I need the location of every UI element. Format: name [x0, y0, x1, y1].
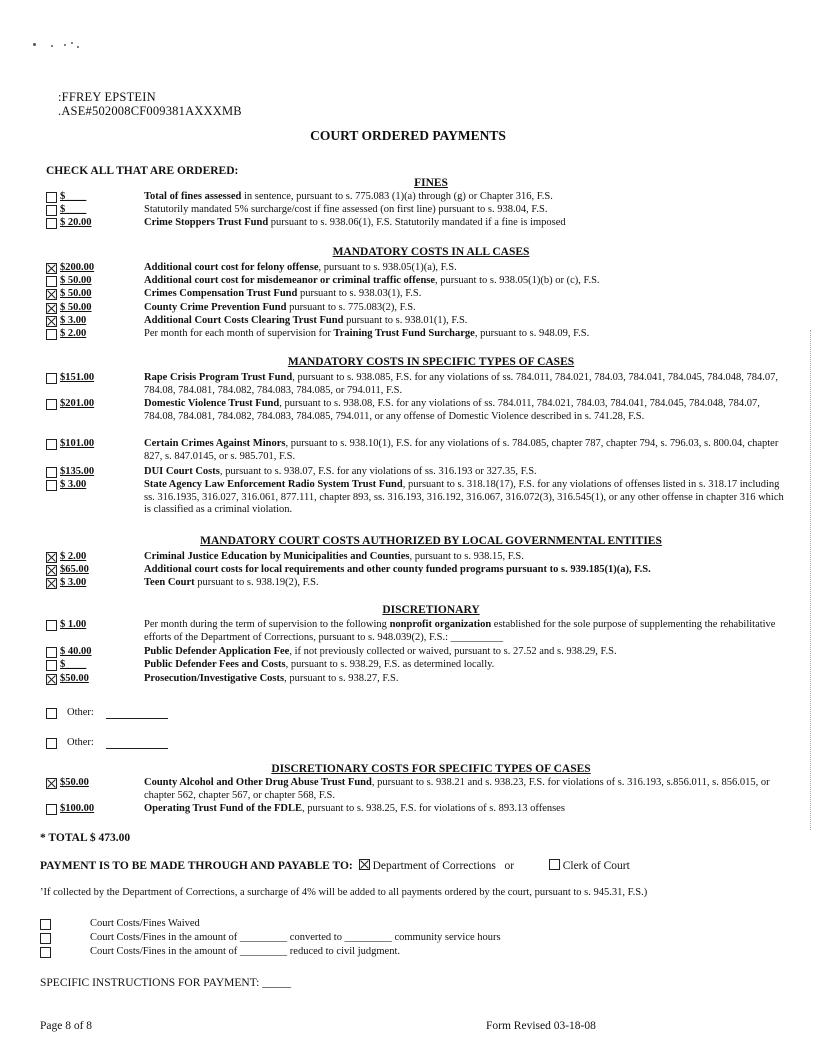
amount: $ 40.00	[60, 646, 92, 657]
amount: $ 3.00	[60, 479, 87, 490]
amount: $ 50.00	[60, 288, 92, 299]
page-number: Page 8 of 8	[40, 1020, 93, 1032]
checkbox[interactable]	[46, 480, 57, 491]
section-mandatory-all: MANDATORY COSTS IN ALL CASES	[332, 246, 530, 258]
waiver-label: Court Costs/Fines Waived	[90, 918, 200, 929]
amount: $ 20.00	[60, 217, 92, 228]
section-disc-specific: DISCRETIONARY COSTS FOR SPECIFIC TYPES OF CASES	[271, 763, 591, 775]
checkbox[interactable]	[40, 933, 51, 944]
checkbox[interactable]	[40, 919, 51, 930]
checkbox-checked[interactable]	[46, 316, 57, 327]
checkbox[interactable]	[46, 804, 57, 815]
amount: $ 2.00	[60, 551, 87, 562]
amount: $135.00	[60, 466, 95, 477]
amount: $ 50.00	[60, 275, 92, 286]
checkbox[interactable]	[46, 276, 57, 287]
description: State Agency Law Enforcement Radio System Trust Fund, pursuant to s. 318.18(17), F.S. for any violations of offenses listed in s. 318.17 including ss. 316.1935, 316.027, 316.061, 877.111, chapter 893, ss. 316.193, 316.192, 316.067, 316.072(3), 316.545(1), or any other offense in chapter 316 which is classified as a criminal violation.	[144, 479, 784, 515]
specific-instructions: SPECIFIC INSTRUCTIONS FOR PAYMENT: _____	[40, 977, 291, 989]
checkbox-checked[interactable]	[46, 674, 57, 685]
checkbox-checked[interactable]	[46, 565, 57, 576]
checkbox[interactable]	[46, 218, 57, 229]
amount: $50.00	[60, 777, 89, 788]
amount: $ 3.00	[60, 577, 87, 588]
amount: $____	[60, 191, 87, 202]
payable-to	[40, 859, 630, 872]
payable-label: PAYMENT IS TO BE MADE THROUGH AND PAYABLE TO:	[40, 860, 353, 872]
description: Certain Crimes Against Minors, pursuant to s. 938.10(1), F.S. for any violations of s. 784.085, chapter 787, chapter 794, s. 796.03, s. 800.04, chapter 827, s. 847.0145, or s. 985.701, F.S.	[144, 438, 779, 462]
checkbox[interactable]	[46, 660, 57, 671]
section-mandatory-specific: MANDATORY COSTS IN SPECIFIC TYPES OF CASES	[287, 356, 575, 368]
payable-doc: Department of Corrections	[372, 860, 496, 872]
checkbox-checked[interactable]	[46, 778, 57, 789]
amount: $50.00	[60, 673, 89, 684]
description: Statutorily mandated 5% surcharge/cost if fine assessed (on first line) pursuant to s. 938.04, F.S.	[144, 204, 548, 215]
description: DUI Court Costs, pursuant to s. 938.07, F.S. for any violations of ss. 316.193 or 327.35, F.S.	[144, 466, 537, 477]
defendant-name: :FFREY EPSTEIN	[58, 90, 156, 104]
description: County Crime Prevention Fund pursuant to s. 775.083(2), F.S.	[144, 302, 416, 313]
total-amount: * TOTAL $ 473.00	[40, 832, 131, 844]
amount: $ 3.00	[60, 315, 87, 326]
checkbox[interactable]	[40, 947, 51, 958]
checkbox[interactable]	[46, 467, 57, 478]
check-all-instruction: CHECK ALL THAT ARE ORDERED:	[46, 165, 239, 177]
description: Crimes Compensation Trust Fund pursuant to s. 938.03(1), F.S.	[144, 288, 422, 299]
amount: $ 1.00	[60, 619, 87, 630]
checkbox[interactable]	[46, 439, 57, 450]
amount: $____	[60, 204, 87, 215]
waiver-label: Court Costs/Fines in the amount of _________ converted to _________ community service hours	[90, 932, 501, 943]
page-title: COURT ORDERED PAYMENTS	[310, 128, 506, 143]
amount: $____	[60, 659, 87, 670]
case-number: .ASE#502008CF009381AXXXMB	[58, 104, 242, 118]
waiver-label: Court Costs/Fines in the amount of _________ reduced to civil judgment.	[90, 946, 401, 957]
checkbox-checked[interactable]	[46, 303, 57, 314]
description: Additional court cost for misdemeanor or criminal traffic offense, pursuant to s. 938.05(1)(b) or (c), F.S.	[144, 275, 600, 286]
amount: $200.00	[60, 262, 95, 273]
description: Additional Court Costs Clearing Trust Fund pursuant to s. 938.01(1), F.S.	[144, 315, 468, 326]
section-fines: FINES	[414, 177, 448, 189]
surcharge-note: ’If collected by the Department of Corrections, a surcharge of 4% will be added to all payments ordered by the court, pursuant to s. 945.31, F.S.)	[40, 887, 648, 898]
amount: $ 50.00	[60, 302, 92, 313]
other-blank[interactable]	[106, 748, 168, 749]
amount: $100.00	[60, 803, 95, 814]
payable-clerk: Clerk of Court	[562, 860, 630, 872]
section-local: MANDATORY COURT COSTS AUTHORIZED BY LOCAL GOVERNMENTAL ENTITIES	[200, 535, 662, 547]
description: Teen Court pursuant to s. 938.19(2), F.S.	[144, 577, 319, 588]
checkbox[interactable]	[46, 205, 57, 216]
checkbox-checked[interactable]	[359, 859, 370, 870]
description: Public Defender Fees and Costs, pursuant to s. 938.29, F.S. as determined locally.	[144, 659, 495, 670]
checkbox[interactable]	[46, 620, 57, 631]
description: County Alcohol and Other Drug Abuse Trust Fund, pursuant to s. 938.21 and s. 938.23, F.S. for violations of s. 316.193, s.856.011, s. 856.015, or chapter 562, chapter 567, or chapter 568, F.S.	[144, 777, 770, 801]
checkbox[interactable]	[46, 399, 57, 410]
other-label: Other:	[67, 707, 94, 718]
checkbox[interactable]	[46, 647, 57, 658]
checkbox[interactable]	[46, 373, 57, 384]
amount: $ 2.00	[60, 328, 87, 339]
description: Prosecution/Investigative Costs, pursuant to s. 938.27, F.S.	[144, 673, 399, 684]
amount: $201.00	[60, 398, 95, 409]
description: Rape Crisis Program Trust Fund, pursuant to s. 938.085, F.S. for any violations of ss. 784.011, 784.021, 784.03, 784.041, 784.045, 784.048, 784.07, 784.08, 784.081, 784.082, 784.083, 784.085, or 794.011, F.S.	[144, 372, 779, 396]
checkbox[interactable]	[46, 708, 57, 719]
checkbox[interactable]	[549, 859, 560, 870]
other-label: Other:	[67, 737, 94, 748]
form-revision: Form Revised 03-18-08	[486, 1020, 596, 1032]
description: Total of fines assessed in sentence, pursuant to s. 775.083 (1)(a) through (g) or Chapter 316, F.S.	[144, 191, 553, 202]
section-discretionary: DISCRETIONARY	[382, 604, 480, 616]
description: Additional court cost for felony offense, pursuant to s. 938.05(1)(a), F.S.	[144, 262, 457, 273]
other-blank[interactable]	[106, 718, 168, 719]
checkbox-checked[interactable]	[46, 289, 57, 300]
description: Per month during the term of supervision to the following nonprofit organization established for the sole purpose of supplementing the rehabilitative efforts of the Department of Corrections, pursuant to s. 948.039(2), F.S.: __________	[144, 619, 776, 643]
checkbox-checked[interactable]	[46, 578, 57, 589]
description: Operating Trust Fund of the FDLE, pursuant to s. 938.25, F.S. for violations of s. 893.13 offenses	[144, 803, 565, 814]
checkbox[interactable]	[46, 329, 57, 340]
amount: $65.00	[60, 564, 89, 575]
description: Crime Stoppers Trust Fund pursuant to s. 938.06(1), F.S. Statutorily mandated if a fine is imposed	[144, 217, 566, 228]
checkbox-checked[interactable]	[46, 552, 57, 563]
description: Additional court costs for local requirements and other county funded programs pursuant to s. 939.185(1)(a), F.S.	[144, 564, 651, 575]
checkbox-checked[interactable]	[46, 263, 57, 274]
description: Domestic Violence Trust Fund, pursuant to s. 938.08, F.S. for any violations of ss. 784.011, 784.021, 784.03, 784.041, 784.045, 784.048, 784.07, 784.08, 784.081, 784.082, 784.083, 784.085, 794.011, or any offense of Domestic Violence described in s. 741.28, F.S.	[144, 398, 760, 422]
amount: $151.00	[60, 372, 95, 383]
checkbox[interactable]	[46, 738, 57, 749]
description: Criminal Justice Education by Municipalities and Counties, pursuant to s. 938.15, F.S.	[144, 551, 524, 562]
description: Public Defender Application Fee, if not previously collected or waived, pursuant to s. 27.52 and s. 938.29, F.S.	[144, 646, 617, 657]
amount: $101.00	[60, 438, 95, 449]
description: Per month for each month of supervision for Training Trust Fund Surcharge, pursuant to s. 948.09, F.S.	[144, 328, 590, 339]
checkbox[interactable]	[46, 192, 57, 203]
payable-or: or	[504, 860, 515, 872]
